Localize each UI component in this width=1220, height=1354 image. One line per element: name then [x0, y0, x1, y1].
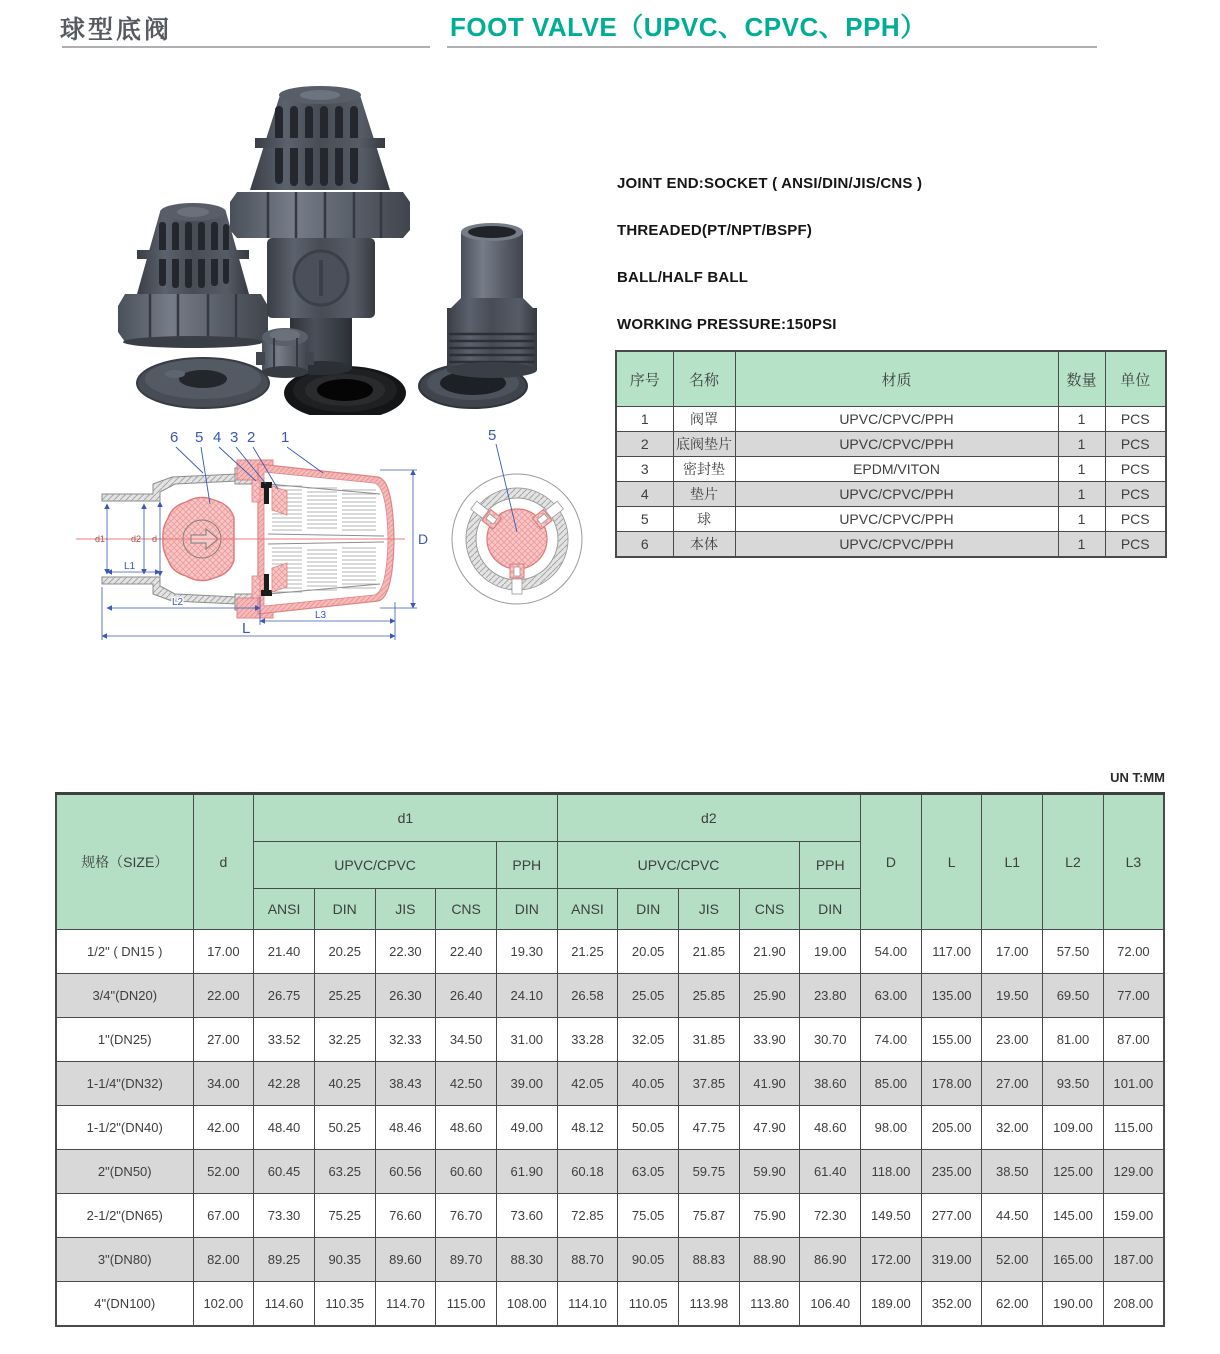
- dim-cell: 42.05: [557, 1062, 618, 1106]
- dim-cell: 49.00: [496, 1106, 557, 1150]
- dim-cell: 159.00: [1103, 1194, 1164, 1238]
- dim-cell: 21.90: [739, 930, 800, 974]
- dim-cell: 54.00: [861, 930, 922, 974]
- dim-header-L: L: [921, 794, 982, 930]
- dim-cell: 59.90: [739, 1150, 800, 1194]
- dim-cell: 90.35: [314, 1238, 375, 1282]
- hex-cap: [256, 328, 314, 378]
- dim-cell: 60.45: [254, 1150, 315, 1194]
- dim-cell: 189.00: [861, 1282, 922, 1327]
- dim-cell: 72.85: [557, 1194, 618, 1238]
- dim-cell: 27.00: [193, 1018, 254, 1062]
- dim-cell: 89.25: [254, 1238, 315, 1282]
- dim-header-row-1: [56, 794, 1164, 842]
- dim-cell: 69.50: [1043, 974, 1104, 1018]
- dim-cell: 48.60: [436, 1106, 497, 1150]
- dim-header-upvc-cpvc-d1: UPVC/CPVC: [254, 842, 497, 889]
- dim-cell: 208.00: [1103, 1282, 1164, 1327]
- page-title-english: FOOT VALVE（UPVC、CPVC、PPH）: [450, 12, 927, 42]
- dim-cell: 22.30: [375, 930, 436, 974]
- dim-cell: 73.30: [254, 1194, 315, 1238]
- parts-cell: 1: [1058, 532, 1105, 558]
- dim-cell: 52.00: [982, 1238, 1043, 1282]
- dim-cell: 52.00: [193, 1150, 254, 1194]
- dim-cell: 42.00: [193, 1106, 254, 1150]
- dim-cell: 57.50: [1043, 930, 1104, 974]
- dim-header-std: ANSI: [557, 889, 618, 930]
- callout-3: 3: [230, 429, 239, 446]
- size-cell: 1-1/2"(DN40): [56, 1106, 193, 1150]
- dim-cell: 42.50: [436, 1062, 497, 1106]
- dim-cell: 17.00: [193, 930, 254, 974]
- valve-body-wall-top: [102, 474, 237, 501]
- parts-cell: UPVC/CPVC/PPH: [735, 482, 1058, 507]
- dim-header-std: DIN: [496, 889, 557, 930]
- dim-cell: 114.60: [254, 1282, 315, 1327]
- dim-cell: 32.05: [618, 1018, 679, 1062]
- dim-cell: 40.05: [618, 1062, 679, 1106]
- dim-header-L2: L2: [1043, 794, 1104, 930]
- dim-cell: 27.00: [982, 1062, 1043, 1106]
- parts-table-row: [616, 457, 1166, 482]
- parts-cell: 垫片: [673, 482, 735, 507]
- dim-cell: 26.75: [254, 974, 315, 1018]
- dim-cell: 98.00: [861, 1106, 922, 1150]
- parts-header-unit: 单位: [1105, 351, 1166, 407]
- parts-cell: 阀罩: [673, 407, 735, 432]
- dim-cell: 74.00: [861, 1018, 922, 1062]
- parts-table-row: [616, 532, 1166, 558]
- parts-cell: 1: [1058, 507, 1105, 532]
- dim-cell: 85.00: [861, 1062, 922, 1106]
- dim-header-pph-d1: PPH: [496, 842, 557, 889]
- parts-cell: 4: [616, 482, 673, 507]
- dim-label-d1: d1: [95, 534, 106, 544]
- callout-5: 5: [195, 429, 204, 446]
- dim-cell: 19.50: [982, 974, 1043, 1018]
- spec-list: [617, 160, 1177, 348]
- dim-cell: 115.00: [1103, 1106, 1164, 1150]
- parts-cell: 3: [616, 457, 673, 482]
- parts-cell: EPDM/VITON: [735, 457, 1058, 482]
- dim-label-d: d: [152, 534, 158, 544]
- dim-cell: 118.00: [861, 1150, 922, 1194]
- dim-cell: 39.00: [496, 1062, 557, 1106]
- dim-cell: 110.05: [618, 1282, 679, 1327]
- dim-cell: 129.00: [1103, 1150, 1164, 1194]
- parts-cell: PCS: [1105, 407, 1166, 432]
- parts-cell: PCS: [1105, 432, 1166, 457]
- parts-header-name: 名称: [673, 351, 735, 407]
- parts-header-material: 材质: [735, 351, 1058, 407]
- dim-header-d1-group: d1: [254, 794, 557, 842]
- dim-cell: 60.60: [436, 1150, 497, 1194]
- dim-header-upvc-cpvc-d2: UPVC/CPVC: [557, 842, 800, 889]
- dim-label-D: D: [418, 531, 429, 547]
- size-cell: 1/2" ( DN15 ): [56, 930, 193, 974]
- dim-cell: 20.25: [314, 930, 375, 974]
- dim-cell: 187.00: [1103, 1238, 1164, 1282]
- dim-cell: 31.00: [496, 1018, 557, 1062]
- dim-cell: 93.50: [1043, 1062, 1104, 1106]
- parts-table-row: [616, 407, 1166, 432]
- dim-header-std: DIN: [618, 889, 679, 930]
- dimension-table: [55, 792, 1165, 1327]
- dim-cell: 32.25: [314, 1018, 375, 1062]
- dim-label-d2: d2: [131, 534, 142, 544]
- dim-cell: 61.40: [800, 1150, 861, 1194]
- parts-cell: 1: [1058, 407, 1105, 432]
- dim-cell: 25.90: [739, 974, 800, 1018]
- dim-cell: 48.12: [557, 1106, 618, 1150]
- dim-cell: 75.90: [739, 1194, 800, 1238]
- dim-header-pph-d2: PPH: [800, 842, 861, 889]
- dim-cell: 32.00: [982, 1106, 1043, 1150]
- dim-cell: 23.80: [800, 974, 861, 1018]
- dim-cell: 149.50: [861, 1194, 922, 1238]
- parts-cell: 6: [616, 532, 673, 558]
- dim-header-D: D: [861, 794, 922, 930]
- dim-cell: 47.75: [679, 1106, 740, 1150]
- dim-cell: 48.60: [800, 1106, 861, 1150]
- dim-cell: 61.90: [496, 1150, 557, 1194]
- spec-line-pressure: WORKING PRESSURE:150PSI: [617, 316, 837, 333]
- dim-cell: 26.40: [436, 974, 497, 1018]
- dim-cell: 17.00: [982, 930, 1043, 974]
- dimension-table-row: [56, 1106, 1164, 1150]
- parts-cell: 1: [616, 407, 673, 432]
- dim-cell: 63.25: [314, 1150, 375, 1194]
- parts-cell: UPVC/CPVC/PPH: [735, 432, 1058, 457]
- spec-line-joint-end: JOINT END:SOCKET ( ANSI/DIN/JIS/CNS ): [617, 175, 923, 192]
- dim-cell: 26.58: [557, 974, 618, 1018]
- parts-cell: UPVC/CPVC/PPH: [735, 532, 1058, 558]
- dim-cell: 76.60: [375, 1194, 436, 1238]
- dim-cell: 75.87: [679, 1194, 740, 1238]
- dim-cell: 77.00: [1103, 974, 1164, 1018]
- dim-cell: 190.00: [1043, 1282, 1104, 1327]
- parts-cell: 球: [673, 507, 735, 532]
- size-cell: 4"(DN100): [56, 1282, 193, 1327]
- parts-cell: 5: [616, 507, 673, 532]
- dim-header-std: CNS: [436, 889, 497, 930]
- dim-cell: 165.00: [1043, 1238, 1104, 1282]
- dim-cell: 38.50: [982, 1150, 1043, 1194]
- dim-header-L3: L3: [1103, 794, 1164, 930]
- callout-end-5: 5: [488, 427, 497, 444]
- dim-cell: 63.00: [861, 974, 922, 1018]
- dim-cell: 113.80: [739, 1282, 800, 1327]
- title-rule-right: [447, 46, 1097, 48]
- dimension-table-row: [56, 1282, 1164, 1327]
- dim-cell: 25.25: [314, 974, 375, 1018]
- dim-cell: 88.83: [679, 1238, 740, 1282]
- dim-cell: 89.60: [375, 1238, 436, 1282]
- dim-header-size: 规格（SIZE）: [56, 794, 193, 930]
- dim-cell: 115.00: [436, 1282, 497, 1327]
- dim-cell: 59.75: [679, 1150, 740, 1194]
- dimension-table-row: [56, 1150, 1164, 1194]
- dimension-table-row: [56, 930, 1164, 974]
- dim-cell: 235.00: [921, 1150, 982, 1194]
- dim-cell: 155.00: [921, 1018, 982, 1062]
- dim-cell: 50.25: [314, 1106, 375, 1150]
- dim-cell: 102.00: [193, 1282, 254, 1327]
- dimension-table-row: [56, 1018, 1164, 1062]
- dim-cell: 277.00: [921, 1194, 982, 1238]
- dim-cell: 145.00: [1043, 1194, 1104, 1238]
- dim-cell: 72.30: [800, 1194, 861, 1238]
- parts-cell: PCS: [1105, 532, 1166, 558]
- parts-cell: 底阀垫片: [673, 432, 735, 457]
- dim-header-std: CNS: [739, 889, 800, 930]
- parts-header-no: 序号: [616, 351, 673, 407]
- dim-cell: 23.00: [982, 1018, 1043, 1062]
- size-cell: 2"(DN50): [56, 1150, 193, 1194]
- dim-cell: 32.33: [375, 1018, 436, 1062]
- parts-header-qty: 数量: [1058, 351, 1105, 407]
- dim-cell: 30.70: [800, 1018, 861, 1062]
- dim-cell: 114.70: [375, 1282, 436, 1327]
- parts-table-row: [616, 432, 1166, 457]
- dim-cell: 205.00: [921, 1106, 982, 1150]
- dim-label-L2: L2: [172, 597, 184, 608]
- parts-cell: 密封垫: [673, 457, 735, 482]
- dim-cell: 22.40: [436, 930, 497, 974]
- dim-header-std: JIS: [679, 889, 740, 930]
- dim-cell: 75.25: [314, 1194, 375, 1238]
- dim-header-std: DIN: [314, 889, 375, 930]
- dim-cell: 72.00: [1103, 930, 1164, 974]
- end-section-view: [452, 427, 582, 604]
- dim-cell: 86.90: [800, 1238, 861, 1282]
- dim-cell: 109.00: [1043, 1106, 1104, 1150]
- dim-cell: 88.90: [739, 1238, 800, 1282]
- dim-cell: 31.85: [679, 1018, 740, 1062]
- parts-cell: 1: [1058, 457, 1105, 482]
- callout-6: 6: [170, 429, 179, 446]
- dim-cell: 178.00: [921, 1062, 982, 1106]
- dim-cell: 108.00: [496, 1282, 557, 1327]
- socket-adapter: [447, 223, 537, 378]
- dim-cell: 67.00: [193, 1194, 254, 1238]
- dim-cell: 21.85: [679, 930, 740, 974]
- size-cell: 2-1/2"(DN65): [56, 1194, 193, 1238]
- dim-cell: 26.30: [375, 974, 436, 1018]
- dim-cell: 113.98: [679, 1282, 740, 1327]
- dim-label-L3: L3: [315, 610, 327, 621]
- callout-1: 1: [281, 429, 290, 446]
- dim-cell: 117.00: [921, 930, 982, 974]
- dim-header-d: d: [193, 794, 254, 930]
- parts-table-body: [616, 407, 1166, 558]
- side-section-view: [76, 429, 428, 640]
- dim-label-L1: L1: [124, 561, 136, 572]
- spec-line-threaded: THREADED(PT/NPT/BSPF): [617, 222, 813, 239]
- dim-cell: 87.00: [1103, 1018, 1164, 1062]
- dim-cell: 319.00: [921, 1238, 982, 1282]
- dim-header-d2-group: d2: [557, 794, 860, 842]
- dim-cell: 19.30: [496, 930, 557, 974]
- dim-cell: 47.90: [739, 1106, 800, 1150]
- dimension-table-body: [56, 930, 1164, 1327]
- dim-cell: 34.00: [193, 1062, 254, 1106]
- parts-cell: 本体: [673, 532, 735, 558]
- parts-cell: PCS: [1105, 507, 1166, 532]
- parts-table-row: [616, 482, 1166, 507]
- dim-cell: 34.50: [436, 1018, 497, 1062]
- dim-cell: 73.60: [496, 1194, 557, 1238]
- dim-cell: 44.50: [982, 1194, 1043, 1238]
- dim-cell: 101.00: [1103, 1062, 1164, 1106]
- parts-table: [615, 350, 1167, 558]
- dim-cell: 25.05: [618, 974, 679, 1018]
- parts-cell: PCS: [1105, 482, 1166, 507]
- valve-body-wall-bottom: [102, 577, 237, 604]
- dim-cell: 88.30: [496, 1238, 557, 1282]
- dim-cell: 22.00: [193, 974, 254, 1018]
- dim-cell: 88.70: [557, 1238, 618, 1282]
- dim-cell: 125.00: [1043, 1150, 1104, 1194]
- dim-cell: 75.05: [618, 1194, 679, 1238]
- dim-cell: 24.10: [496, 974, 557, 1018]
- callout-4: 4: [213, 429, 222, 446]
- dim-cell: 172.00: [861, 1238, 922, 1282]
- dim-cell: 21.25: [557, 930, 618, 974]
- parts-header-row: [616, 351, 1166, 407]
- parts-cell: 1: [1058, 482, 1105, 507]
- dim-cell: 110.35: [314, 1282, 375, 1327]
- parts-cell: UPVC/CPVC/PPH: [735, 507, 1058, 532]
- dim-cell: 25.85: [679, 974, 740, 1018]
- dim-cell: 60.18: [557, 1150, 618, 1194]
- dim-cell: 114.10: [557, 1282, 618, 1327]
- dim-cell: 38.43: [375, 1062, 436, 1106]
- size-cell: 1"(DN25): [56, 1018, 193, 1062]
- dim-cell: 20.05: [618, 930, 679, 974]
- dim-cell: 40.25: [314, 1062, 375, 1106]
- dim-cell: 48.46: [375, 1106, 436, 1150]
- dim-cell: 38.60: [800, 1062, 861, 1106]
- parts-cell: UPVC/CPVC/PPH: [735, 407, 1058, 432]
- callout-2: 2: [247, 429, 256, 446]
- dim-cell: 62.00: [982, 1282, 1043, 1327]
- dim-cell: 33.28: [557, 1018, 618, 1062]
- parts-cell: 2: [616, 432, 673, 457]
- dimension-table-row: [56, 1062, 1164, 1106]
- dim-cell: 42.28: [254, 1062, 315, 1106]
- dimension-table-row: [56, 974, 1164, 1018]
- size-cell: 3"(DN80): [56, 1238, 193, 1282]
- gasket-plate: [137, 358, 269, 408]
- dim-header-L1: L1: [982, 794, 1043, 930]
- size-cell: 1-1/4"(DN32): [56, 1062, 193, 1106]
- dim-cell: 19.00: [800, 930, 861, 974]
- dim-cell: 352.00: [921, 1282, 982, 1327]
- product-photo: [75, 80, 605, 415]
- dim-cell: 81.00: [1043, 1018, 1104, 1062]
- dim-cell: 60.56: [375, 1150, 436, 1194]
- dim-cell: 48.40: [254, 1106, 315, 1150]
- dim-cell: 33.90: [739, 1018, 800, 1062]
- dim-header-std: ANSI: [254, 889, 315, 930]
- parts-table-row: [616, 507, 1166, 532]
- parts-cell: PCS: [1105, 457, 1166, 482]
- dimension-table-row: [56, 1194, 1164, 1238]
- dim-cell: 50.05: [618, 1106, 679, 1150]
- dim-cell: 90.05: [618, 1238, 679, 1282]
- dim-cell: 21.40: [254, 930, 315, 974]
- technical-drawing: [60, 422, 605, 660]
- dim-cell: 76.70: [436, 1194, 497, 1238]
- dim-cell: 63.05: [618, 1150, 679, 1194]
- dim-cell: 82.00: [193, 1238, 254, 1282]
- parts-cell: 1: [1058, 432, 1105, 457]
- page-title-chinese: 球型底阀: [60, 16, 173, 44]
- dim-cell: 135.00: [921, 974, 982, 1018]
- dim-cell: 106.40: [800, 1282, 861, 1327]
- dim-cell: 41.90: [739, 1062, 800, 1106]
- dim-header-std: JIS: [375, 889, 436, 930]
- title-rule-left: [62, 46, 430, 48]
- dim-cell: 89.70: [436, 1238, 497, 1282]
- spec-line-ball: BALL/HALF BALL: [617, 269, 749, 286]
- dim-cell: 37.85: [679, 1062, 740, 1106]
- dimension-table-row: [56, 1238, 1164, 1282]
- dim-label-L: L: [242, 620, 251, 637]
- size-cell: 3/4"(DN20): [56, 974, 193, 1018]
- dim-cell: 33.52: [254, 1018, 315, 1062]
- unit-note: UN T:MM: [1110, 770, 1165, 785]
- dim-header-std: DIN: [800, 889, 861, 930]
